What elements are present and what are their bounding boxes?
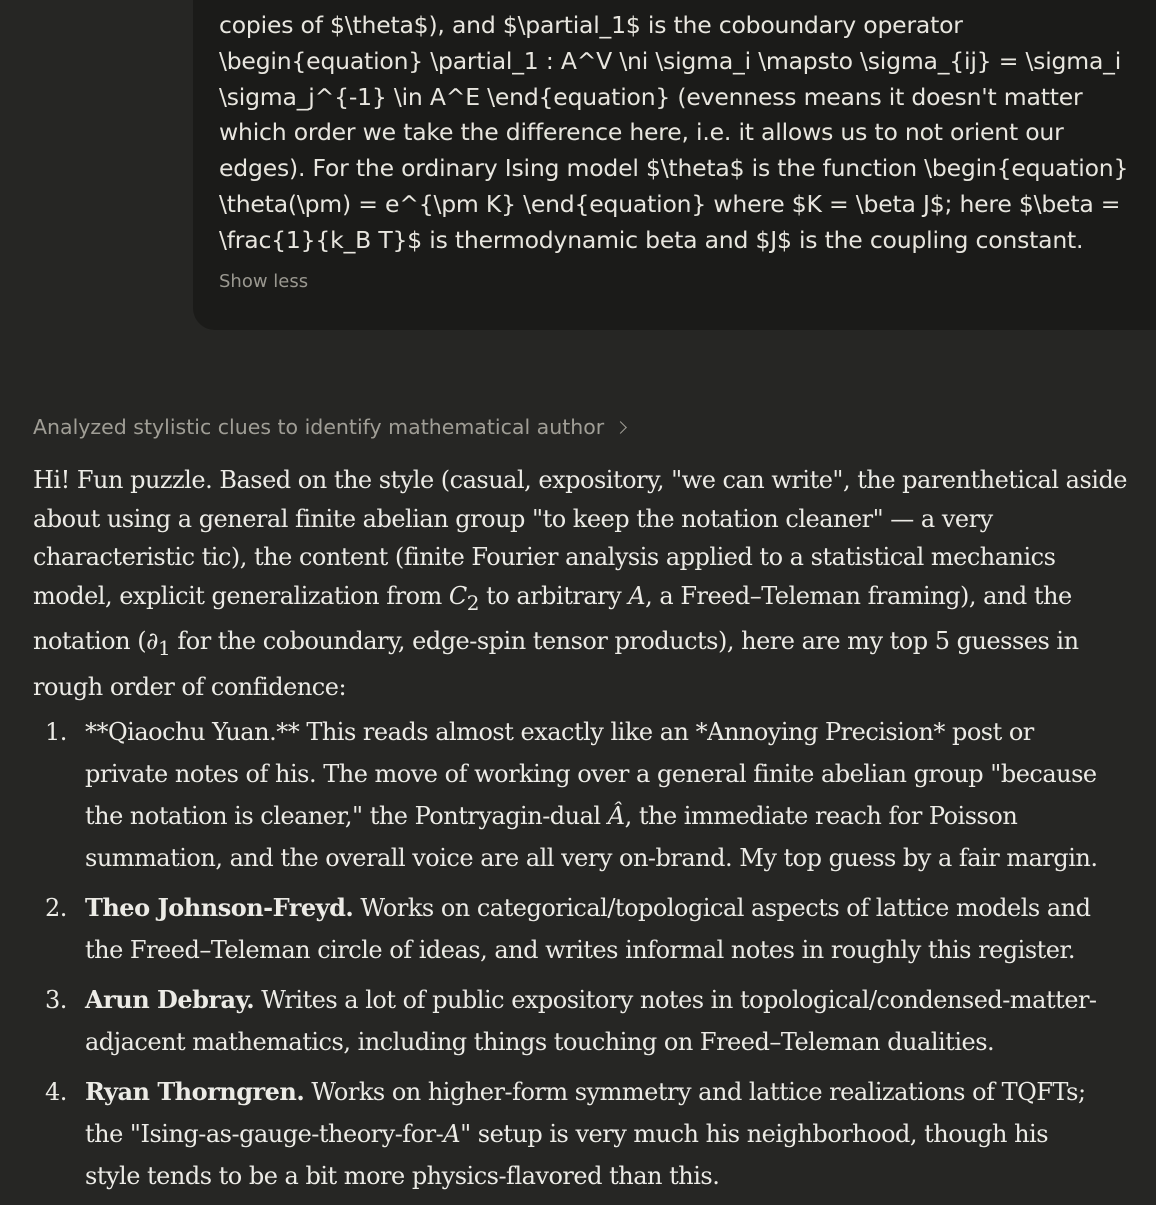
math-symbol-partial: ∂ — [146, 627, 158, 656]
guess-item — [33, 1071, 1143, 1197]
guess-text: , the immediate reach for Poisson — [624, 802, 1018, 830]
guess-line: the Freed–Teleman circle of ideas, and writes informal notes in roughly this register. — [85, 936, 1075, 964]
guesses-list — [33, 711, 1143, 1205]
guess-line — [85, 795, 1143, 837]
assistant-answer-intro — [33, 461, 1143, 706]
show-less-button[interactable]: Show less — [219, 271, 309, 292]
answer-text: for the coboundary, edge-spin tensor products), here are my top 5 guesses in — [170, 627, 1079, 656]
guess-text: Works on higher-form symmetry and lattice realizations of TQFTs; — [304, 1078, 1086, 1106]
answer-text: model, explicit generalization from — [33, 581, 449, 610]
answer-line: rough order of confidence: — [33, 672, 347, 701]
user-message-line: \sigma_j^{-1} \in A^E \end{equation} (evenness means it doesn't matter — [219, 82, 1083, 111]
math-subscript: 2 — [466, 590, 480, 615]
guess-line: private notes of his. The move of working over a general finite abelian group "because — [85, 760, 1097, 788]
math-symbol-a-hat: Â — [607, 802, 625, 830]
answer-line — [33, 622, 1143, 667]
user-message-line: edges). For the ordinary Ising model $\theta$ is the function \begin{equation} — [219, 154, 1129, 183]
guess-number: 3. — [45, 986, 67, 1014]
guess-number: 1. — [45, 718, 67, 746]
user-message-line: copies of $\theta$), and $\partial_1$ is the coboundary operator — [219, 11, 963, 39]
answer-line: characteristic tic), the content (finite Fourier analysis applied to a statistical mechanics — [33, 543, 1056, 572]
answer-text: notation ( — [33, 627, 147, 656]
guess-line: summation, and the overall voice are all very on-brand. My top guess by a fair margin. — [85, 844, 1098, 872]
math-symbol-a: A — [628, 581, 646, 610]
guess-line: **Qiaochu Yuan.** This reads almost exactly like an *Annoying Precision* post or — [85, 718, 1034, 746]
guess-line — [85, 979, 1143, 1021]
guess-number: 4. — [45, 1078, 67, 1106]
user-message-line: \begin{equation} \partial_1 : A^V \ni \sigma_i \mapsto \sigma_{ij} = \sigma_i — [219, 46, 1122, 75]
guess-line: style tends to be a bit more physics-flavored than this. — [85, 1162, 720, 1190]
guess-name: Arun Debray. — [85, 985, 255, 1014]
thinking-summary-label: Analyzed stylistic clues to identify mathematical author — [33, 415, 605, 439]
guess-line — [85, 1071, 1143, 1113]
guess-name: Theo Johnson-Freyd. — [85, 893, 354, 922]
math-subscript: 1 — [158, 635, 171, 660]
math-symbol-c: C — [448, 581, 467, 610]
guess-text: the "Ising-as-gauge-theory-for- — [85, 1120, 444, 1148]
guess-name: Ryan Thorngren. — [85, 1077, 305, 1106]
answer-line: about using a general finite abelian group "to keep the notation cleaner" — a very — [33, 504, 993, 533]
guess-line — [85, 1113, 1143, 1155]
chevron-right-icon — [614, 421, 627, 434]
user-message-line: \theta(\pm) = e^{\pm K} \end{equation} where $K = \beta J$; here $\beta = — [219, 189, 1121, 218]
guess-number: 2. — [45, 894, 67, 922]
answer-text: to arbitrary — [479, 581, 629, 610]
guess-item — [33, 711, 1143, 879]
answer-line: Hi! Fun puzzle. Based on the style (casual, expository, "we can write", the parenthetical aside — [33, 466, 1128, 494]
guess-text: Works on categorical/topological aspects of lattice models and — [353, 894, 1091, 922]
guess-text: " setup is very much his neighborhood, though his — [460, 1120, 1049, 1148]
math-symbol-a: A — [443, 1120, 461, 1148]
guess-item — [33, 979, 1143, 1063]
answer-text: , a Freed–Teleman framing), and the — [645, 581, 1072, 610]
user-message-text — [219, 8, 1149, 259]
thinking-summary-toggle[interactable] — [33, 415, 625, 439]
guess-line — [85, 887, 1143, 929]
answer-line — [33, 577, 1143, 622]
user-message-line: \frac{1}{k_B T}$ is thermodynamic beta and $J$ is the coupling constant. — [219, 225, 1084, 254]
guess-item — [33, 887, 1143, 971]
guess-text: Writes a lot of public expository notes in topological/condensed-matter- — [254, 986, 1097, 1014]
guess-line: adjacent mathematics, including things touching on Freed–Teleman dualities. — [85, 1028, 995, 1056]
user-message-line: which order we take the difference here, i.e. it allows us to not orient our — [219, 118, 1064, 147]
guess-text: the notation is cleaner," the Pontryagin-dual — [85, 802, 608, 830]
